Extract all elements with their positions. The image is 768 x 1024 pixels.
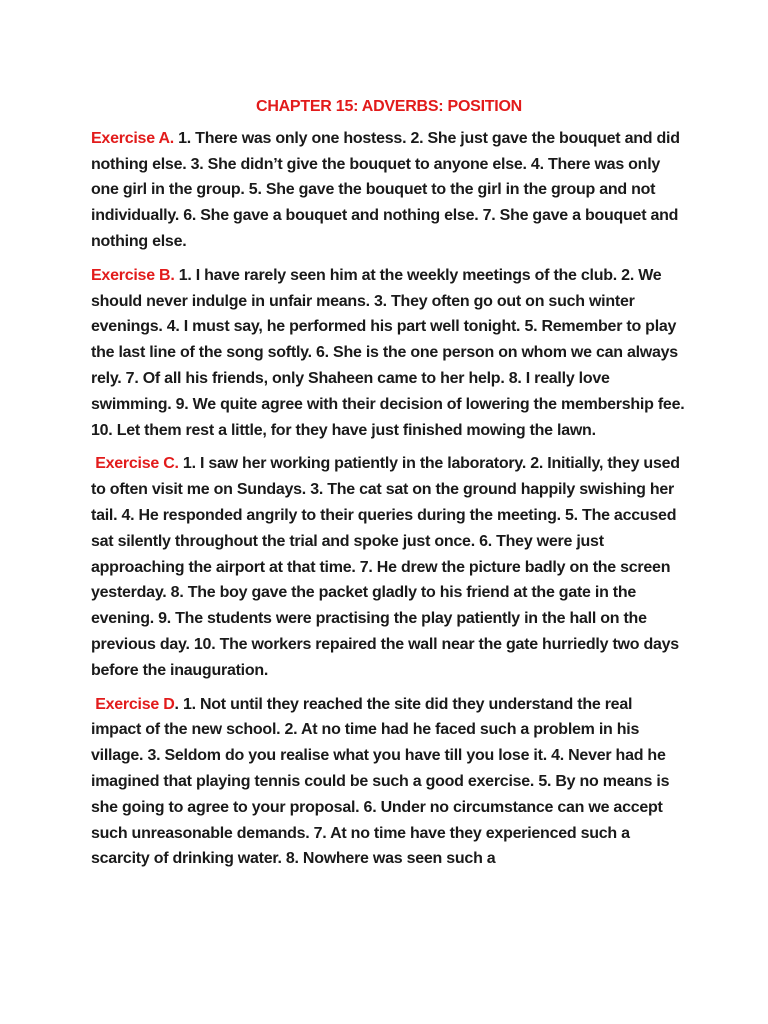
exercise-b-text: 1. I have rarely seen him at the weekly meetings of the club. 2. We should never indulge in unfair means. 3. They often go out on such winter evenings. 4. I must say, he performed his part well tonight. 5. Remember to play the last line of the song softly. 6. She is the one person on whom we can always rely. 7. Of all his friends, only Shaheen came to her help. 8. I really love swimming. 9. We quite agree with their decision of lowering the membership fee. 10. Let them rest a little, for they have just finished mowing the lawn. [91, 266, 685, 439]
exercise-a-label: Exercise A. [91, 129, 174, 147]
exercise-d-paragraph [91, 692, 685, 873]
exercise-b-label: Exercise B. [91, 266, 175, 284]
exercise-d-label: Exercise D [95, 695, 175, 713]
exercise-b-paragraph [91, 263, 685, 444]
chapter-title: CHAPTER 15: ADVERBS: POSITION [256, 98, 522, 115]
exercise-a-paragraph [91, 126, 685, 255]
exercise-c-label: Exercise C. [95, 455, 179, 473]
exercise-c-text: 1. I saw her working patiently in the laboratory. 2. Initially, they used to often visit me on Sundays. 3. The cat sat on the ground happily swishing her tail. 4. He responded angrily to their queries during the meeting. 5. The accused sat silently throughout the trial and spoke just once. 6. They were just approaching the airport at that time. 7. He drew the picture badly on the screen yesterday. 8. The boy gave the packet gladly to his friend at the gate in the evening. 9. The students were practising the play patiently in the hall on the previous day. 10. The workers repaired the wall near the gate hurriedly two days before the inauguration. [91, 455, 680, 679]
exercise-d-text: . 1. Not until they reached the site did they understand the real impact of the new school. 2. At no time had he faced such a problem in his village. 3. Seldom do you realise what you have till you lose it. 4. Never had he imagined that playing tennis could be such a good exercise. 5. By no means is she going to agree to your proposal. 6. Under no circumstance can we accept such unreasonable demands. 7. At no time have they experienced such a scarcity of drinking water. 8. Nowhere was seen such a [91, 695, 670, 868]
document-content [91, 94, 685, 880]
exercise-c-paragraph [91, 451, 685, 683]
exercise-a-text: 1. There was only one hostess. 2. She just gave the bouquet and did nothing else. 3. She didn’t give the bouquet to anyone else. 4. There was only one girl in the group. 5. She gave the bouquet to the girl in the group and not individually. 6. She gave a bouquet and nothing else. 7. She gave a bouquet and nothing else. [91, 129, 680, 250]
